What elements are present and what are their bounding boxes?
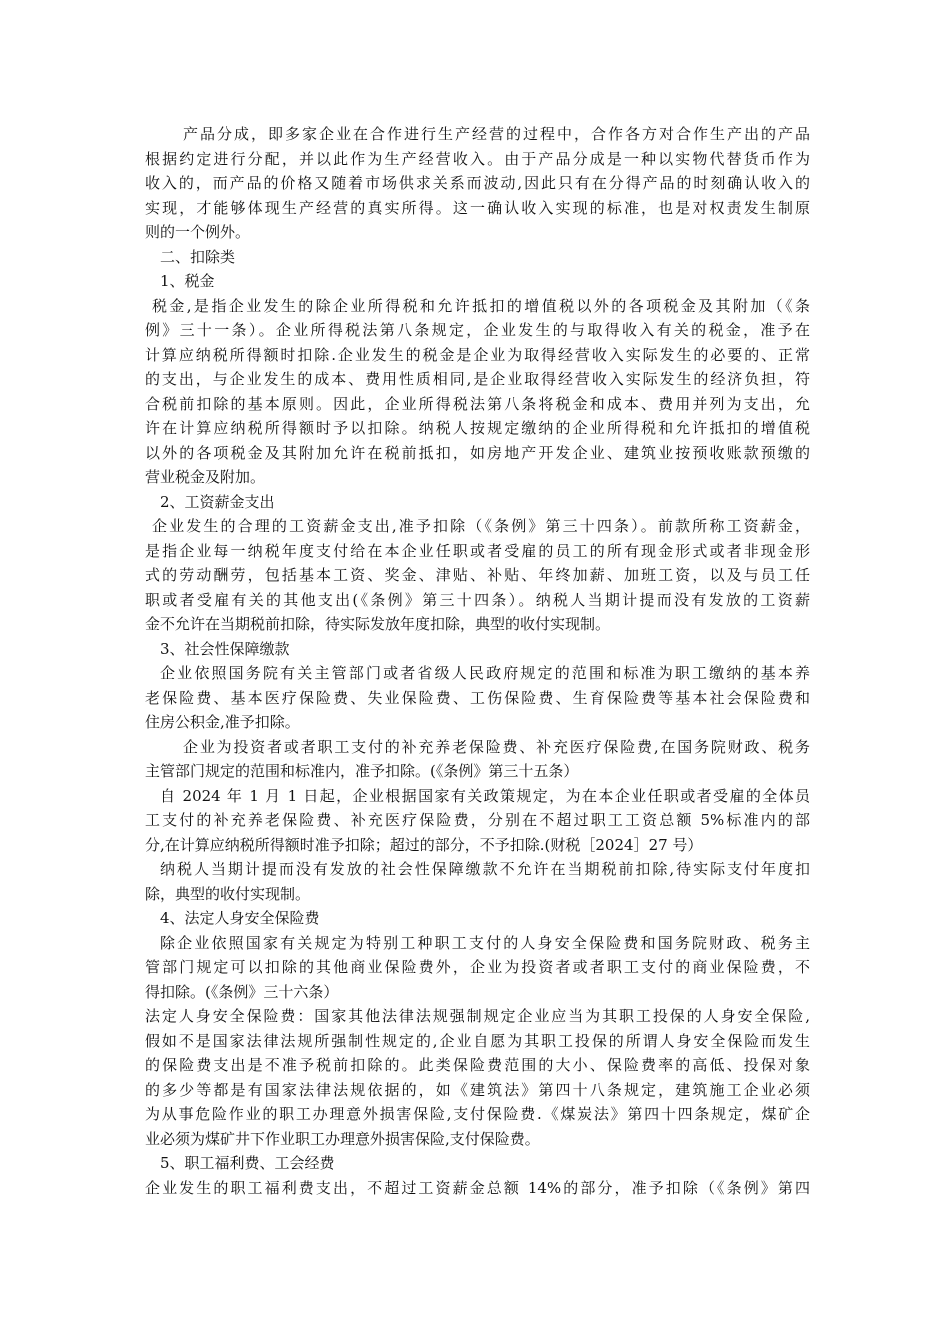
paragraph-social-3 xyxy=(145,784,810,858)
paragraph-wage xyxy=(145,514,810,637)
text-line: 企业为投资者或者职工支付的补充养老保险费、补充医疗保险费,在国务院财政、税务 xyxy=(183,737,810,756)
text-line: 的保险费支出是不准予税前扣除的。此类保险费范围的大小、保险费率的高低、投保对象 xyxy=(145,1056,810,1074)
text-line: 分,在计算应纳税所得额时准予扣除；超过的部分，不予扣除.(财税［2024］27 号） xyxy=(145,835,703,854)
text-line: 式的劳动酬劳，包括基本工资、奖金、津贴、补贴、年终加薪、加班工资，以及与员工任 xyxy=(145,566,810,584)
text-line: 例》三十一条）。企业所得税法第八条规定，企业发生的与取得收入有关的税金，准予在 xyxy=(145,321,810,339)
text-line: 除，典型的收付实现制。 xyxy=(145,884,311,903)
text-line: 除企业依照国家有关规定为特别工种职工支付的人身安全保险费和国务院财政、税务主 xyxy=(160,933,810,952)
subsection-heading-insurance: 4、法定人身安全保险费 xyxy=(160,909,320,927)
text-line: 收入的，而产品的价格又随着市场供求关系而波动,因此只有在分得产品的时刻确认收入的 xyxy=(145,174,810,192)
text-line: 计算应纳税所得额时扣除.企业发生的税金是企业为取得经营收入实际发生的必要的、正常 xyxy=(145,345,810,364)
text-line: 主管部门规定的范围和标准内，准予扣除。(《条例》第三十五条） xyxy=(145,762,579,780)
paragraph-tax xyxy=(145,294,810,490)
text-line: 是指企业每一纳税年度支付给在本企业任职或者受雇的员工的所有现金形式或者非现金形 xyxy=(145,541,810,560)
text-line: 根据约定进行分配，并以此作为生产经营收入。由于产品分成是一种以实物代替货币作为 xyxy=(145,149,810,168)
text-line: 企业发生的合理的工资薪金支出,准予扣除（《条例》第三十四条）。前款所称工资薪金， xyxy=(152,517,810,535)
text-line: 法定人身安全保险费：国家其他法律法规强制规定企业应当为其职工投保的人身安全保险, xyxy=(145,1007,810,1025)
text-line: 职或者受雇有关的其他支出(《条例》第三十四条）。纳税人当期计提而没有发放的工资薪 xyxy=(145,590,810,609)
text-line: 企业发生的职工福利费支出，不超过工资薪金总额 14%的部分，准予扣除（《条例》第四 xyxy=(145,1178,810,1197)
text-line: 得扣除。(《条例》三十六条） xyxy=(145,982,339,1001)
document-page xyxy=(145,122,810,1200)
text-line: 管部门规定可以扣除的其他商业保险费外，企业为投资者或者职工支付的商业保险费，不 xyxy=(145,958,810,976)
text-line: 以外的各项税金及其附加允许在税前抵扣，如房地产开发企业、建筑业按预收账款预缴的 xyxy=(145,443,810,462)
paragraph-social-1 xyxy=(145,661,810,735)
subsection-heading-tax: 1、税金 xyxy=(160,272,215,290)
text-line: 实现，才能够体现生产经营的真实所得。这一确认收入实现的标准，也是对权责发生制原 xyxy=(145,198,810,217)
paragraph-product-share xyxy=(145,122,810,245)
text-line: 老保险费、基本医疗保险费、失业保险费、工伤保险费、生育保险费等基本社会保险费和 xyxy=(145,688,810,707)
paragraph-welfare xyxy=(145,1176,810,1201)
text-line: 自 2024 年 1 月 1 日起，企业根据国家有关政策规定，为在本企业任职或者受雇的全体员 xyxy=(160,786,810,805)
text-line: 纳税人当期计提而没有发放的社会性保障缴款不允许在当期税前扣除,待实际支付年度扣 xyxy=(160,860,810,878)
text-line: 营业税金及附加。 xyxy=(145,468,266,486)
text-line: 则的一个例外。 xyxy=(145,223,251,241)
text-line: 假如不是国家法律法规所强制性规定的,企业自愿为其职工投保的所谓人身安全保险而发生 xyxy=(145,1031,810,1050)
paragraph-insurance-1 xyxy=(145,931,810,1005)
text-line: 工支付的补充养老保险费、补充医疗保险费，分别在不超过职工工资总额 5%标准内的部 xyxy=(145,811,810,829)
text-line: 金不允许在当期税前扣除，待实际发放年度扣除，典型的收付实现制。 xyxy=(145,615,611,633)
paragraph-social-2 xyxy=(145,735,810,784)
text-line: 业必须为煤矿井下作业职工办理意外损害保险,支付保险费。 xyxy=(145,1129,540,1148)
subsection-heading-social: 3、社会性保障缴款 xyxy=(160,639,290,658)
text-line: 企业依照国务院有关主管部门或者省级人民政府规定的范围和标准为职工缴纳的基本养 xyxy=(160,664,810,682)
text-line: 的支出，与企业发生的成本、费用性质相同,是企业取得经营收入实际发生的经济负担，符 xyxy=(145,370,810,388)
text-line: 的多少等都是有国家法律法规依据的，如《建筑法》第四十八条规定，建筑施工企业必须 xyxy=(145,1080,810,1099)
text-line: 许在计算应纳税所得额时予以扣除。纳税人按规定缴纳的企业所得税和允许抵扣的增值税 xyxy=(145,419,810,437)
section-heading-deduction: 二、扣除类 xyxy=(160,247,236,266)
text-line: 为从事危险作业的职工办理意外损害保险,支付保险费.《煤炭法》第四十四条规定，煤矿企 xyxy=(145,1105,810,1123)
text-line: 住房公积金,准予扣除。 xyxy=(145,713,300,731)
paragraph-insurance-2 xyxy=(145,1004,810,1151)
subsection-heading-welfare: 5、职工福利费、工会经费 xyxy=(160,1154,335,1172)
paragraph-social-4 xyxy=(145,857,810,906)
subsection-heading-wage: 2、工资薪金支出 xyxy=(160,492,275,511)
text-line: 产品分成，即多家企业在合作进行生产经营的过程中，合作各方对合作生产出的产品 xyxy=(183,125,810,143)
text-line: 合税前扣除的基本原则。因此，企业所得税法第八条将税金和成本、费用并列为支出，允 xyxy=(145,394,810,413)
text-line: 税金,是指企业发生的除企业所得税和允许抵扣的增值税以外的各项税金及其附加（《条 xyxy=(152,296,810,315)
